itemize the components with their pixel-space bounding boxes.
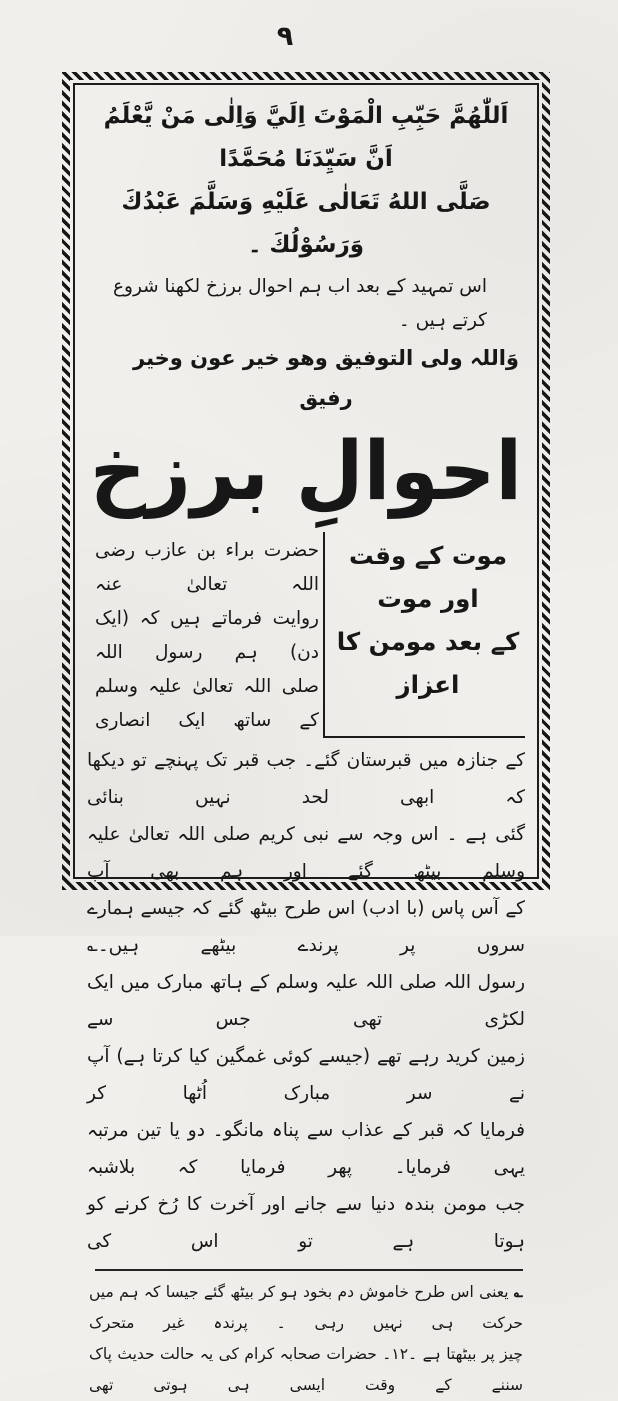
body-line: فرمایا کہ قبر کے عذاب سے پناہ مانگو۔ دو یا تین مرتبہ یہی فرمایا۔ پھر فرمایا کہ بلاشبہ (87, 1120, 525, 1178)
section-opening-lines (87, 532, 323, 738)
section-heading-line-1: موت کے وقت اور موت (348, 541, 508, 613)
section-heading-box (323, 532, 525, 738)
body-line: رسول اللہ صلی اللہ علیہ وسلم کے ہاتھ مبارک میں ایک لکڑی تھی جس سے (87, 972, 525, 1030)
page-number: ۹ (276, 21, 294, 52)
dua-line-2: صَلَّى اللهُ تَعَالٰى عَلَيْهِ وَسَلَّمَ عَبْدُكَ وَرَسُوْلُكَ ۔ (121, 189, 491, 258)
section-opening-row (87, 532, 525, 738)
body-line: کے آس پاس (با ادب) اس طرح بیٹھ گئے کہ جیسے ہمارے سروں پر پرندے بیٹھے ہیں۔؎ (87, 898, 525, 956)
section-heading-line-2: کے بعد مومن کا اعزاز (336, 627, 520, 699)
intro-line: اس تمہید کے بعد اب ہم احوال برزخ لکھنا شروع کرتے ہیں ۔ (113, 276, 487, 331)
tawfiq-line: وَاللہ ولی التوفیق وھو خیر عون وخیر رفیق (133, 346, 519, 410)
body-line: حضرت براء بن عازب رضی اللہ تعالیٰ عنہ (95, 540, 319, 595)
dua-line-1: اَللّٰهُمَّ حَبِّبِ الْمَوْتَ اِلَيَّ وَاِلٰى مَنْ يَّعْلَمُ اَنَّ سَيِّدَنَا مُحَمَّدًا (103, 103, 509, 172)
body-line: گئی ہے ۔ اس وجہ سے نبی کریم صلی اللہ تعالیٰ علیہ وسلم بیٹھ گئے اور ہم بھی آپ (87, 824, 525, 882)
opening-dua (87, 95, 525, 267)
body-line: روایت فرماتے ہیں کہ (ایک دن) ہم رسول اللہ (95, 608, 319, 663)
body-line: جب مومن بندہ دنیا سے جانے اور آخرت کا رُخ کرنے کو ہوتا ہے تو اس کی (87, 1194, 525, 1252)
body-line: صلی اللہ تعالیٰ علیہ وسلم کے ساتھ ایک انصاری (95, 676, 319, 731)
decorative-zigzag-frame (62, 72, 550, 1394)
footnote-line: چیز پر بیٹھتا ہے ۔۱۲۔ حضرات صحابہ کرام کی یہ حالت حدیث پاک سننے کے وقت ایسی ہی ہوتی تھی (89, 1345, 523, 1394)
footnote (87, 1277, 525, 1401)
body-line: کے جنازہ میں قبرستان گئے۔ جب قبر تک پہنچے تو دیکھا کہ ابھی لحد نہیں بنائی (87, 750, 525, 808)
body-line: زمین کرید رہے تھے (جیسے کوئی غمگین کیا کرتا ہے) آپ نے سر مبارک اُٹھا کر (87, 1046, 525, 1104)
footnote-separator (95, 1269, 523, 1271)
chapter-title: احوالِ برزخ (89, 425, 523, 519)
inner-border-frame (73, 83, 539, 1394)
footnote-line: ؎ یعنی اس طرح خاموش دم بخود ہو کر بیٹھ گئے جیسا کہ ہم میں حرکت ہی نہیں رہی ۔ پرندہ غیر متحرک (89, 1283, 523, 1332)
section-body (87, 742, 525, 1260)
